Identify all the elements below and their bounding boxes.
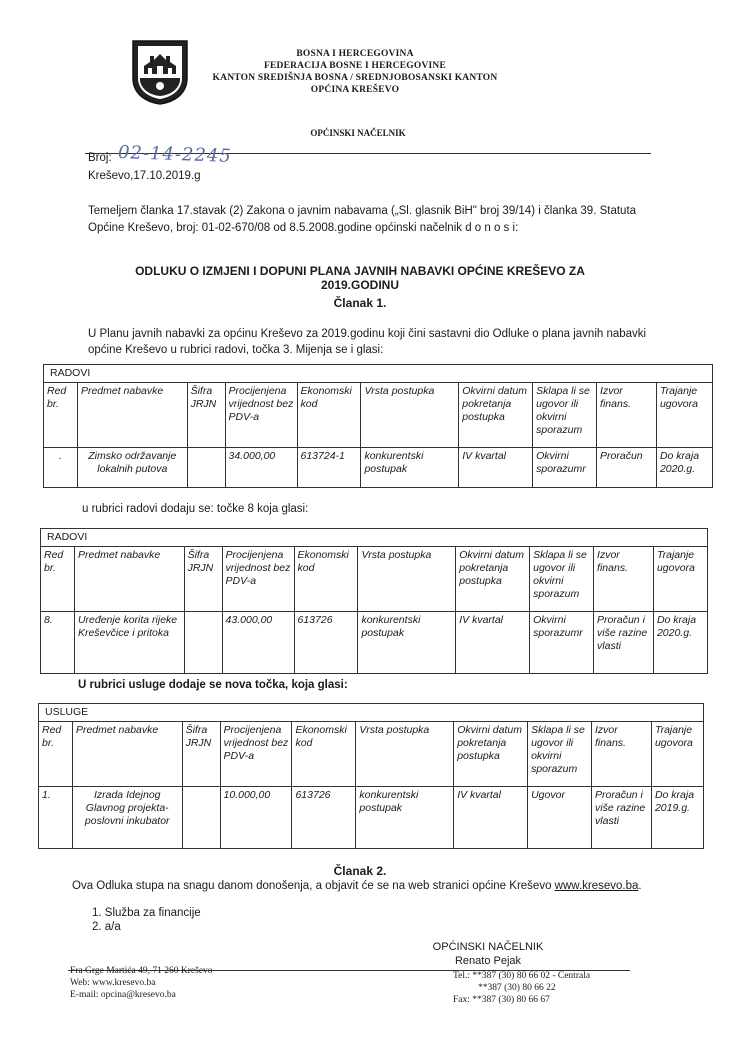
col-header-datum: Okvirni datum pokretanja postupka xyxy=(456,547,530,612)
col-header-sklapa: Sklapa li se ugovor ili okvirni sporazum xyxy=(528,722,592,787)
article-2-paragraph xyxy=(72,880,672,892)
cell-sklapa: Okvirni sporazumr xyxy=(533,448,597,488)
cell-predmet: Uređenje korita rijeke Kreševčice i pritoka xyxy=(74,612,184,674)
cell-konto: 613726 xyxy=(294,612,358,674)
footer-web: Web: www.kresevo.ba xyxy=(70,978,156,988)
signature-name: Renato Pejak xyxy=(454,955,522,967)
cell-trajanje: Do kraja 2020.g. xyxy=(653,612,707,674)
col-header-trajanje: Trajanje ugovora xyxy=(656,383,712,448)
reference-number-handwritten: 02-14-2245 xyxy=(117,142,233,167)
col-header-vrijednost: Procijenjena vrijednost bez PDV-a xyxy=(225,383,297,448)
col-header-vrijednost: Procijenjena vrijednost bez PDV-a xyxy=(220,722,292,787)
distribution-item: 2. a/a xyxy=(92,921,121,933)
col-header-izvor: Izvor finans. xyxy=(592,722,652,787)
col-header-vrsta: Vrsta postupka xyxy=(361,383,459,448)
col-header-datum: Okvirni datum pokretanja postupka xyxy=(454,722,528,787)
col-header-izvor: Izvor finans. xyxy=(594,547,654,612)
table-header-row xyxy=(39,722,704,787)
cell-sifra xyxy=(182,787,220,849)
article-1-heading: Članak 1. xyxy=(333,296,387,310)
table-header-row xyxy=(44,383,713,448)
cell-konto: 613724-1 xyxy=(297,448,361,488)
col-header-sifra: Šifra JRJN xyxy=(184,547,222,612)
col-header-konto: Ekonomski kod xyxy=(294,547,358,612)
cell-izvor: Proračun xyxy=(597,448,657,488)
cell-vrijednost: 34.000,00 xyxy=(225,448,297,488)
footer-phone: Tel.: **387 (30) 80 66 02 - Centrala xyxy=(453,971,591,981)
cell-red: . xyxy=(44,448,78,488)
signature-title: OPĆINSKI NAČELNIK xyxy=(432,941,544,953)
cell-vrijednost: 43.000,00 xyxy=(222,612,294,674)
table-row xyxy=(39,787,704,849)
col-header-red: Red br. xyxy=(41,547,75,612)
article-2-heading: Članak 2. xyxy=(333,864,387,878)
col-header-konto: Ekonomski kod xyxy=(297,383,361,448)
cell-izvor: Proračun i više razine vlasti xyxy=(594,612,654,674)
article-2-end: . xyxy=(638,880,642,892)
cell-vrijednost: 10.000,00 xyxy=(220,787,292,849)
article-1-text: U Planu javnih nabavki za općinu Kreševo za 2019.godinu koji čini sastavni dio Odluke o plana javnih nabavki općine Kreševo u rubrici radovi, točka 3. Mijenja se i glasi: xyxy=(88,328,647,356)
municipality-website-link[interactable]: www.kresevo.ba xyxy=(554,880,639,892)
footer-email: E-mail: opcina@kresevo.ba xyxy=(70,990,176,1000)
col-header-red: Red br. xyxy=(44,383,78,448)
col-header-predmet: Predmet nabavke xyxy=(77,383,187,448)
table-section-label: USLUGE xyxy=(39,704,704,722)
amendment-note-services: U rubrici usluge dodaje se nova točka, koja glasi: xyxy=(78,679,348,691)
municipality-coat-of-arms xyxy=(130,38,190,106)
cell-vrsta: konkurentski postupak xyxy=(358,612,456,674)
col-header-predmet: Predmet nabavke xyxy=(72,722,182,787)
footer-fax: Fax: **387 (30) 80 66 67 xyxy=(453,995,550,1005)
preamble-paragraph: Temeljem članka 17.stavak (2) Zakona o javnim nabavama („Sl. glasnik BiH" broj 39/14) i članka 39. Statuta Općine Kreševo, broj: 01-02-670/08 od 8.5.2008.godine općinski načelnik d o n o s i: xyxy=(88,205,637,234)
cell-vrsta: konkurentski postupak xyxy=(361,448,459,488)
col-header-sifra: Šifra JRJN xyxy=(187,383,225,448)
distribution-item: 1. Služba za financije xyxy=(92,907,201,919)
col-header-predmet: Predmet nabavke xyxy=(74,547,184,612)
col-header-sifra: Šifra JRJN xyxy=(182,722,220,787)
col-header-trajanje: Trajanje ugovora xyxy=(653,547,707,612)
cell-sklapa: Ugovor xyxy=(528,787,592,849)
cell-sifra xyxy=(187,448,225,488)
header-canton: KANTON SREDIŠNJA BOSNA / SREDNJOBOSANSKI KANTON xyxy=(212,73,498,83)
footer-phone-2: **387 (30) 80 66 22 xyxy=(478,983,556,993)
article-2-text: Ova Odluka stupa na snagu danom donošenja, a objavit će se na web stranici općine Kreševo xyxy=(72,880,552,892)
cell-trajanje: Do kraja 2019.g. xyxy=(651,787,703,849)
table-row xyxy=(44,448,713,488)
col-header-vrsta: Vrsta postupka xyxy=(358,547,456,612)
cell-sifra xyxy=(184,612,222,674)
col-header-sklapa: Sklapa li se ugovor ili okvirni sporazum xyxy=(530,547,594,612)
footer-address: Fra Grge Martića 49, 71 260 Kreševo xyxy=(70,966,213,976)
table-row xyxy=(41,612,708,674)
col-header-red: Red br. xyxy=(39,722,73,787)
header-municipality: OPĆINA KREŠEVO xyxy=(310,85,400,95)
procurement-table-works-amended xyxy=(43,364,713,488)
col-header-datum: Okvirni datum pokretanja postupka xyxy=(459,383,533,448)
table-header-row xyxy=(41,547,708,612)
procurement-table-services-added xyxy=(38,703,704,849)
col-header-trajanje: Trajanje ugovora xyxy=(651,722,703,787)
cell-red: 1. xyxy=(39,787,73,849)
cell-izvor: Proračun i više razine vlasti xyxy=(592,787,652,849)
cell-datum: IV kvartal xyxy=(459,448,533,488)
col-header-vrsta: Vrsta postupka xyxy=(356,722,454,787)
cell-predmet: Zimsko održavanje lokalnih putova xyxy=(77,448,187,488)
col-header-konto: Ekonomski kod xyxy=(292,722,356,787)
cell-sklapa: Okvirni sporazumr xyxy=(530,612,594,674)
cell-predmet: Izrada Idejnog Glavnog projekta-poslovni inkubator xyxy=(72,787,182,849)
cell-trajanje: Do kraja 2020.g. xyxy=(656,448,712,488)
col-header-izvor: Izvor finans. xyxy=(597,383,657,448)
cell-red: 8. xyxy=(41,612,75,674)
procurement-table-works-added xyxy=(40,528,708,674)
place-and-date: Kreševo,17.10.2019.g xyxy=(88,170,201,182)
cell-konto: 613726 xyxy=(292,787,356,849)
cell-datum: IV kvartal xyxy=(454,787,528,849)
reference-number-label: Broj: xyxy=(88,152,112,164)
header-office: OPĆINSKI NAČELNIK xyxy=(310,128,406,138)
cell-vrsta: konkurentski postupak xyxy=(356,787,454,849)
table-section-label: RADOVI xyxy=(44,365,713,383)
amendment-note-works: u rubrici radovi dodaju se: točke 8 koja glasi: xyxy=(82,503,309,515)
decision-title: ODLUKU O IZMJENI I DOPUNI PLANA JAVNIH NABAVKI OPĆINE KREŠEVO ZA 2019.GODINU xyxy=(135,264,585,292)
header-country: BOSNA I HERCEGOVINA xyxy=(296,49,414,59)
header-federation: FEDERACIJA BOSNE I HERCEGOVINE xyxy=(263,61,447,71)
col-header-sklapa: Sklapa li se ugovor ili okvirni sporazum xyxy=(533,383,597,448)
table-section-label: RADOVI xyxy=(41,529,708,547)
col-header-vrijednost: Procijenjena vrijednost bez PDV-a xyxy=(222,547,294,612)
cell-datum: IV kvartal xyxy=(456,612,530,674)
